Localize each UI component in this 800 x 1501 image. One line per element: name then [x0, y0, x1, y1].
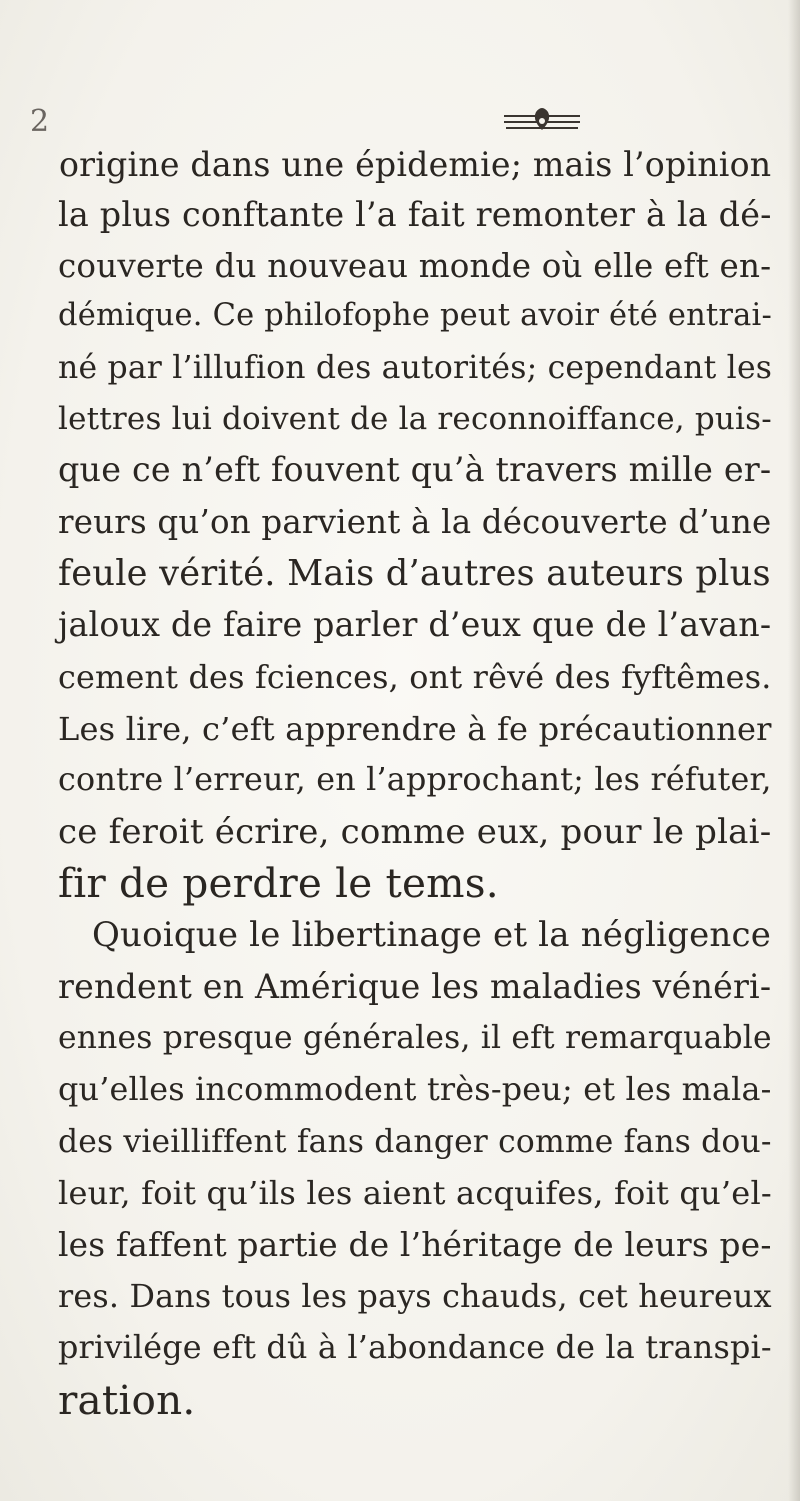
text-line: reurs qu’on parvient à la découverte d’une [58, 503, 772, 541]
text-line: la plus conftante l’a fait remonter à la dé- [58, 195, 772, 234]
text-line: les faffent partie de l’héritage de leurs pe- [58, 1226, 772, 1264]
text-line: que ce n’eft fouvent qu’à travers mille er- [58, 450, 772, 489]
text-line: ce feroit écrire, comme eux, pour le plai- [58, 812, 772, 852]
text-line: ennes presque générales, il eft remarquable [58, 1020, 772, 1056]
text-line: couverte du nouveau monde où elle eft en- [58, 247, 772, 285]
text-line: Quoique le libertinage et la négligence [92, 915, 771, 955]
page-edge-shadow [788, 0, 800, 1501]
printer-ornament-icon [500, 106, 584, 136]
text-line: leur, foit qu’ils les aient acquifes, foit qu’el- [58, 1174, 772, 1212]
text-line: fir de perdre le tems. [58, 859, 499, 907]
text-line: démique. Ce philofophe peut avoir été entrai- [58, 298, 772, 333]
text-line: origine dans une épidemie; mais l’opinion [59, 145, 772, 184]
text-line: res. Dans tous les pays chauds, cet heureux [58, 1279, 772, 1315]
text-line: Les lire, c’eft apprendre à fe précautionner [58, 710, 772, 748]
page-number: 2 [30, 104, 50, 139]
text-line: ration. [58, 1376, 196, 1424]
text-line: qu’elles incommodent très-peu; et les mala- [58, 1071, 772, 1108]
text-line: des vieilliffent fans danger comme fans dou- [58, 1124, 772, 1160]
text-line: rendent en Amérique les maladies vénéri- [58, 967, 772, 1006]
text-line: jaloux de faire parler d’eux que de l’avan- [58, 605, 772, 644]
text-line: né par l’illufion des autorités; cependant les [58, 350, 773, 386]
text-line: privilége eft dû à l’abondance de la transpi- [58, 1329, 772, 1366]
text-line: feule vérité. Mais d’autres auteurs plus [58, 553, 771, 594]
text-line: contre l’erreur, en l’approchant; les réfuter, [58, 762, 772, 798]
text-line: cement des fciences, ont rêvé des fyftêmes. [58, 658, 772, 696]
text-line: lettres lui doivent de la reconnoiffance, puis- [58, 401, 772, 437]
